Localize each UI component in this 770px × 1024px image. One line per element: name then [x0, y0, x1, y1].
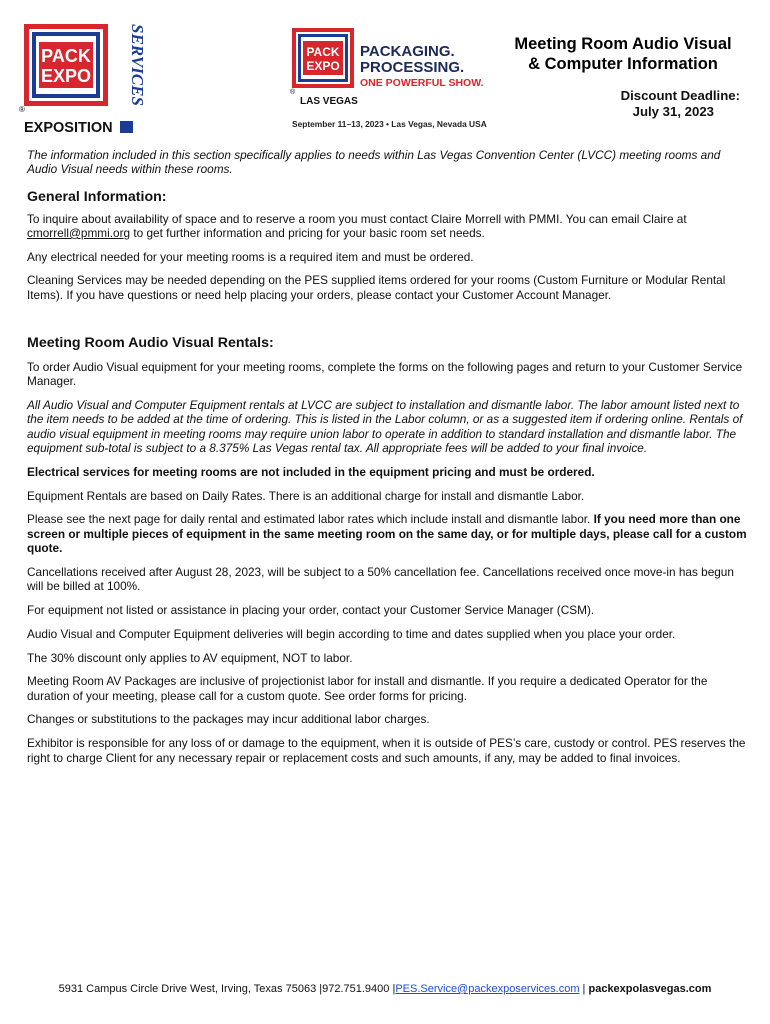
- logo-left-exposition: EXPOSITION: [24, 120, 113, 136]
- logo-mid-pack: PACK: [306, 45, 340, 59]
- footer-email-link[interactable]: PES.Service@packexposervices.com: [395, 983, 580, 995]
- general-paragraph-1: [27, 212, 747, 241]
- claire-email-link[interactable]: cmorrell@pmmi.org: [27, 225, 131, 240]
- logo-mid-reg: ®: [290, 89, 296, 96]
- rentals-p5-bold: If you need more than one screen or multiple pieces of equipment in the same meeting room on the same day, or for multiple days, please call for a custom quote.: [27, 512, 747, 556]
- general-paragraph-2: Any electrical needed for your meeting rooms is a required item and must be ordered.: [27, 249, 474, 264]
- rentals-paragraph-6: Cancellations received after August 28, 2023, will be subject to a 50% cancellation fee. Cancellations received once move-in has begun will be billed at 100%.: [27, 564, 734, 594]
- rentals-paragraph-9: The 30% discount only applies to AV equipment, NOT to labor.: [27, 650, 353, 665]
- rentals-paragraph-3: Electrical services for meeting rooms are not included in the equipment pricing and must be ordered.: [27, 464, 595, 479]
- pack-expo-services-logo: [12, 20, 147, 138]
- rentals-paragraph-10: Meeting Room AV Packages are inclusive of projectionist labor for install and dismantle. If you require a dedicated Operator for the duration of your meeting, please call for a custom quote. See order forms for pricing.: [27, 674, 708, 703]
- av-rentals-heading: Meeting Room Audio Visual Rentals:: [27, 335, 274, 352]
- general-p1-text-b: to get further information and pricing for your basic room set needs.: [130, 225, 485, 240]
- discount-deadline-date: July 31, 2023: [632, 104, 714, 119]
- logo-left-reg: ®: [19, 105, 25, 114]
- logo-left-expo: EXPO: [40, 66, 92, 86]
- rentals-paragraph-7: For equipment not listed or assistance in placing your order, contact your Customer Service Manager (CSM).: [27, 602, 595, 617]
- footer-separator: |: [579, 983, 586, 995]
- page-title-line1: Meeting Room Audio Visual: [514, 35, 732, 53]
- discount-deadline-label: Discount Deadline:: [620, 88, 740, 103]
- pack-expo-las-vegas-logo: [288, 24, 500, 132]
- main-content: [27, 148, 747, 765]
- footer: [0, 982, 770, 996]
- general-information-heading: General Information:: [27, 188, 167, 205]
- general-p1-text-a: To inquire about availability of space and to reserve a room you must contact Claire Morrell with PMMI. You can email Claire at: [27, 211, 687, 226]
- rentals-paragraph-5: [27, 512, 747, 555]
- logo-mid-processing: PROCESSING.: [360, 59, 465, 76]
- rentals-paragraph-8: Audio Visual and Computer Equipment deliveries will begin according to time and dates supplied when you place your order.: [27, 626, 676, 641]
- rentals-paragraph-1: To order Audio Visual equipment for your meeting rooms, complete the forms on the following pages and return to your Customer Service Manager.: [27, 360, 743, 389]
- intro-paragraph: The information included in this section specifically applies to needs within Las Vegas Convention Center (LVCC) meeting rooms and Audio Visual needs within these rooms.: [27, 148, 721, 177]
- footer-address: 5931 Campus Circle Drive West, Irving, Texas 75063 |972.751.9400 |: [58, 983, 396, 995]
- page-title: [496, 34, 750, 74]
- footer-website[interactable]: packexpolasvegas.com: [588, 983, 712, 995]
- logo-mid-tagline: ONE POWERFUL SHOW.: [360, 77, 484, 89]
- discount-deadline: [560, 88, 740, 120]
- logo-left-services: SERVICES: [128, 24, 147, 106]
- logo-left-pack: PACK: [41, 46, 91, 66]
- rentals-p5-text: Please see the next page for daily rental and estimated labor rates which include install and dismantle labor.: [27, 512, 594, 527]
- logo-mid-city: LAS VEGAS: [300, 96, 358, 107]
- rentals-paragraph-11: Changes or substitutions to the packages may incur additional labor charges.: [27, 712, 430, 727]
- rentals-paragraph-2: All Audio Visual and Computer Equipment rentals at LVCC are subject to installation and dismantle labor. The labor amount listed next to the item needs to be added at the time of ordering. This is listed in the Labor column, or as a suggested item if ordering online. Rentals of audio visual equipment in meeting rooms may require union labor to operate in addition to standard installation and dismantle labor. The equipment sub-total is subject to a 8.375% Las Vegas rental tax. All appropriate fees will be added to your final invoice.: [27, 398, 743, 456]
- rentals-paragraph-12: Exhibitor is responsible for any loss of or damage to the equipment, when it is outside of PES’s care, custody or control. PES reserves the right to charge Client for any necessary repair or replacement costs and such amounts, if any, may be added to final invoices.: [27, 736, 746, 765]
- general-paragraph-3: Cleaning Services may be needed depending on the PES supplied items ordered for your rooms (Custom Furniture or Modular Rental Items). If you have questions or need help placing your orders, please contact your Customer Account Manager.: [27, 273, 726, 302]
- rentals-paragraph-4: Equipment Rentals are based on Daily Rates. There is an additional charge for install and dismantle Labor.: [27, 488, 585, 503]
- page-title-line2: & Computer Information: [528, 55, 718, 73]
- show-dates: September 11–13, 2023 • Las Vegas, Nevada USA: [292, 119, 487, 129]
- logo-mid-packaging: PACKAGING.: [360, 43, 455, 60]
- logo-mid-expo: EXPO: [306, 59, 340, 73]
